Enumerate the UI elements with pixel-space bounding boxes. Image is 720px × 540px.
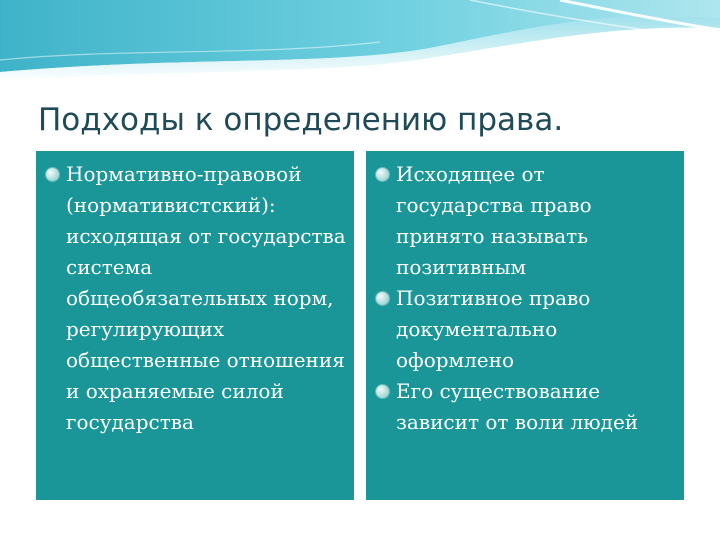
list-item xyxy=(44,159,348,438)
bullet-text: Позитивное право документально оформлено xyxy=(396,286,591,372)
bullet-text: Исходящее от государства право принято называть позитивным xyxy=(396,162,592,279)
circle-bullet-icon xyxy=(376,168,389,181)
circle-bullet-icon xyxy=(46,168,59,181)
right-bullet-list xyxy=(374,159,678,438)
left-bullet-list xyxy=(44,159,348,438)
left-definition-panel xyxy=(36,151,354,500)
bullet-text: Его существование зависит от воли людей xyxy=(396,379,639,434)
list-item xyxy=(374,159,678,283)
circle-bullet-icon xyxy=(376,385,389,398)
wave-header-decoration xyxy=(0,0,720,90)
list-item xyxy=(374,283,678,376)
list-item xyxy=(374,376,678,438)
right-definition-panel xyxy=(366,151,684,500)
bullet-text: Нормативно-правовой (нормативистский): исходящая от государства система общеобязательных норм, регулирующих общественные отношения и охраняемые силой государства xyxy=(66,162,346,434)
circle-bullet-icon xyxy=(376,292,389,305)
slide-title: Подходы к определению права. xyxy=(38,102,564,138)
